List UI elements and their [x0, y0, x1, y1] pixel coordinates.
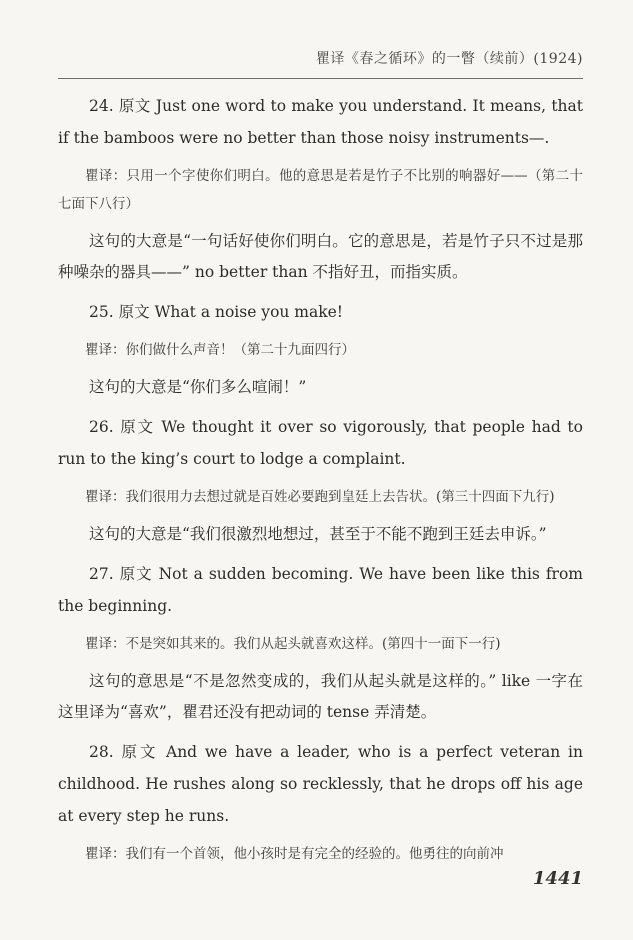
item-24-commentary: 这句的大意是“一句话好使你们明白。它的意思是，若是竹子只不过是那种噪杂的器具——” no better than 不指好丑，而指实质。	[58, 232, 583, 281]
body-text	[58, 90, 583, 876]
item-26-translation: 瞿译：我们很用力去想过就是百姓必要跑到皇廷上去告状。(第三十四面下九行)	[85, 489, 555, 505]
item-27-commentary: 这句的意思是“不是忽然变成的，我们从起头就是这样的。” like 一字在这里译为“喜欢”，瞿君还没有把动词的 tense 弄清楚。	[58, 672, 583, 721]
item-28-translation: 瞿译：我们有一个首领，他小孩时是有完全的经验的。他勇往的向前冲	[85, 846, 504, 862]
running-header: 瞿译《春之循环》的一瞥（续前）(1924)	[58, 48, 583, 79]
item-27-translation: 瞿译：不是突如其来的。我们从起头就喜欢这样。(第四十一面下一行)	[85, 636, 501, 652]
item-28-original: 28. 原文 And we have a leader, who is a perfect veteran in childhood. He rushes along so recklessly, that he drops off his age at every step he runs.	[58, 743, 583, 825]
item-25-original: 25. 原文 What a noise you make!	[89, 303, 344, 321]
item-26-original: 26. 原文 We thought it over so vigorously, that people had to run to the king’s court to lodge a complaint.	[58, 418, 583, 468]
item-25-translation: 瞿译：你们做什么声音！（第二十九面四行）	[85, 342, 355, 358]
item-24-translation: 瞿译：只用一个字使你们明白。他的意思是若是竹子不比别的响器好——（第二十七面下八行）	[58, 168, 583, 212]
item-24-original: 24. 原文 Just one word to make you understand. It means, that if the bamboos were no better than those noisy instruments—.	[58, 97, 583, 147]
item-26-commentary: 这句的大意是“我们很激烈地想过，甚至于不能不跑到王廷去申诉。”	[89, 525, 547, 543]
item-27-original: 27. 原文 Not a sudden becoming. We have been like this from the beginning.	[58, 565, 583, 615]
item-25-commentary: 这句的大意是“你们多么喧闹！”	[89, 378, 307, 396]
page-number: 1441	[532, 868, 583, 889]
